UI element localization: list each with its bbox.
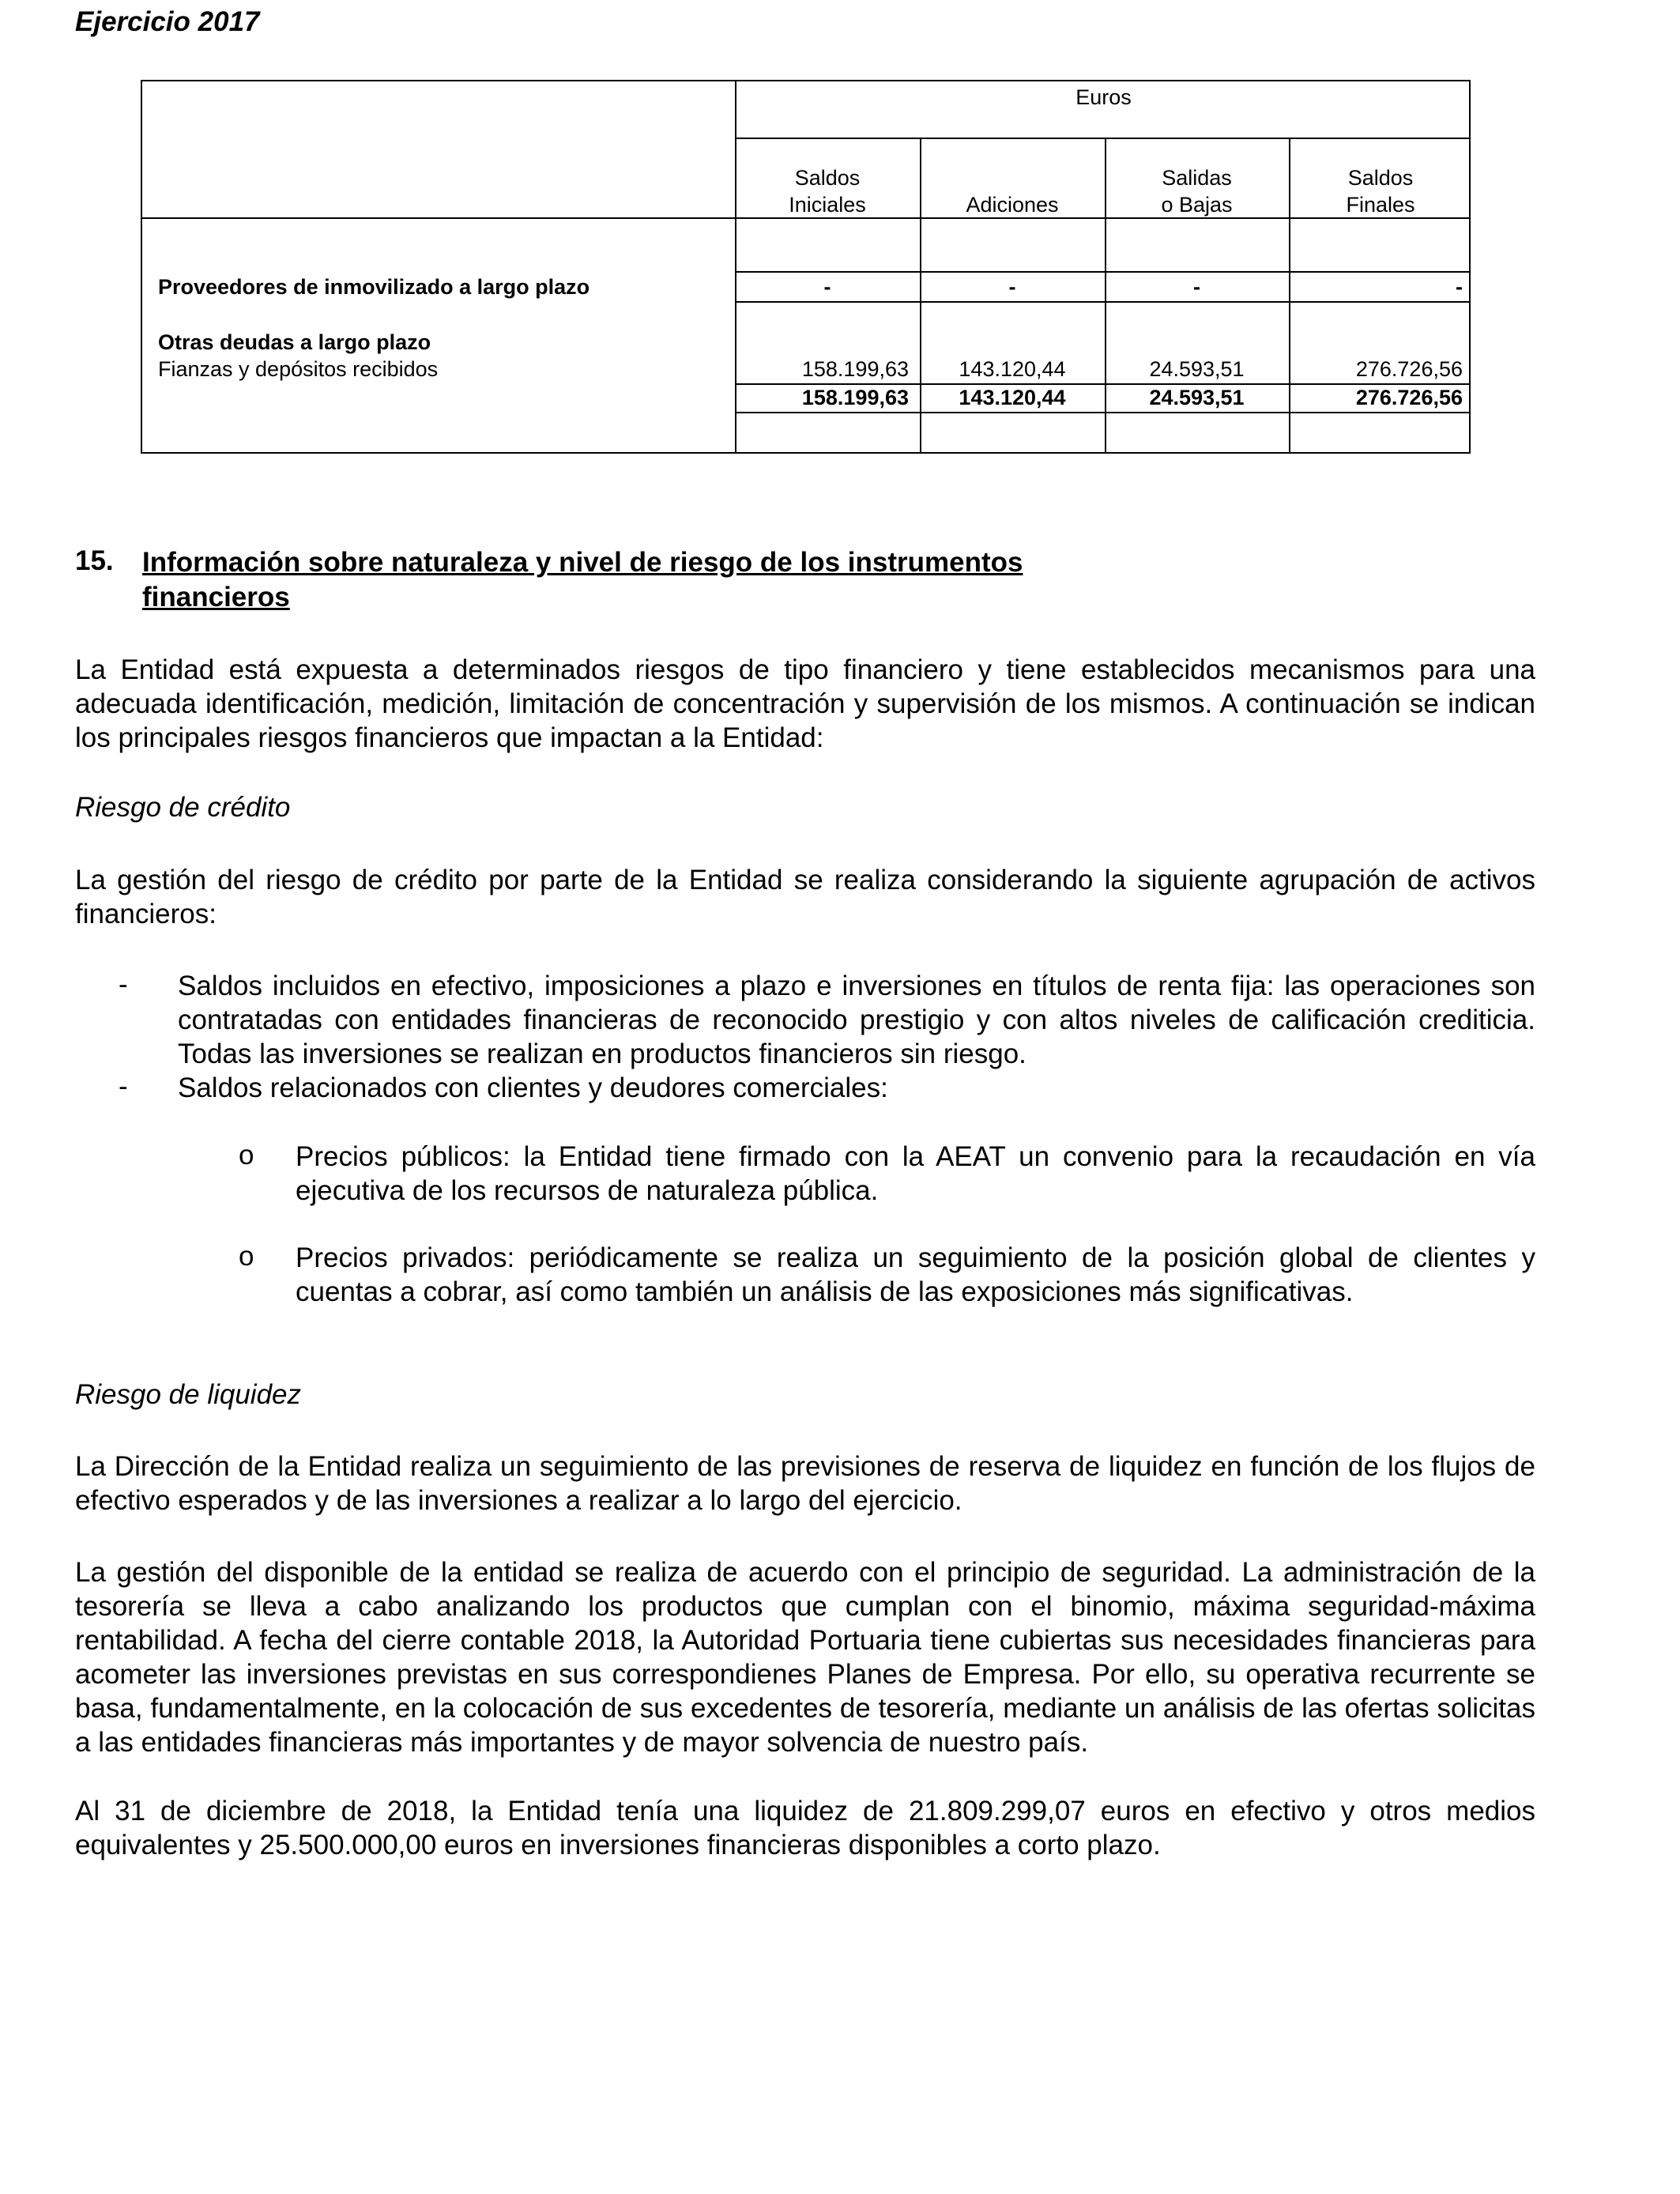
credit-risk-paragraph: La gestión del riesgo de crédito por parte de la Entidad se realiza considerando la siguiente agrupación de activos financieros: <box>75 865 1535 929</box>
bullet-marker: - <box>119 969 128 1000</box>
table-cell: 276.726,56 <box>1355 357 1463 381</box>
total-cell: 24.593,51 <box>1149 386 1245 409</box>
debt-table <box>141 80 1471 454</box>
column-header: Saldos Iniciales <box>789 166 866 217</box>
column-header: Adiciones <box>966 192 1059 217</box>
page-heading: Ejercicio 2017 <box>75 6 260 37</box>
total-cell: 276.726,56 <box>1355 386 1463 409</box>
column-header: Salidas o Bajas <box>1161 166 1233 217</box>
bullet-marker: - <box>119 1071 128 1102</box>
table-cell: - <box>1456 275 1463 299</box>
column-header: Saldos Finales <box>1346 166 1415 217</box>
bullet-item: Saldos relacionados con clientes y deudores comerciales: <box>178 1072 888 1103</box>
table-cell: - <box>823 275 831 299</box>
table-cell: 24.593,51 <box>1149 357 1245 381</box>
section-title: Información sobre naturaleza y nivel de riesgo de los instrumentos financieros <box>142 547 1023 613</box>
currency-label: Euros <box>1075 85 1132 109</box>
credit-risk-heading: Riesgo de crédito <box>75 792 291 823</box>
table-divider <box>735 412 1469 413</box>
liquidity-paragraph: La Dirección de la Entidad realiza un seguimiento de las previsiones de reserva de liquidez en función de los flujos de efectivo esperados y de las inversiones a realizar a lo largo del ejercicio. <box>75 1451 1535 1516</box>
row-group-label: Otras deudas a largo plazo <box>158 330 431 354</box>
sub-bullet-item: Precios privados: periódicamente se realiza un seguimiento de la posición global de clientes y cuentas a cobrar, así como también un análisis de las exposiciones más significativas. <box>296 1242 1535 1307</box>
table-divider <box>735 138 1469 139</box>
bullet-item: Saldos incluidos en efectivo, imposiciones a plazo e inversiones en títulos de renta fija: las operaciones son contratadas con entidades financieras de reconocido prestigio y con altos niveles de calificación crediticia. Todas las inversiones se realizan en productos financieros sin riesgo. <box>178 971 1535 1069</box>
table-cell: - <box>1193 275 1200 299</box>
section-number: 15. <box>75 545 114 576</box>
liquidity-paragraph: Al 31 de diciembre de 2018, la Entidad tenía una liquidez de 21.809.299,07 euros en efectivo y otros medios equivalentes y 25.500.000,00 euros en inversiones financieras disponibles a corto plazo. <box>75 1796 1535 1860</box>
total-cell: 143.120,44 <box>959 386 1066 409</box>
liquidity-paragraph: La gestión del disponible de la entidad se realiza de acuerdo con el principio de seguridad. La administración de la tesorería se lleva a cabo analizando los productos que cumplan con el binomio, máxima seguridad-máxima rentabilidad. A fecha del cierre contable 2018, la Autoridad Portuaria tiene cubiertas sus necesidades financieras para acometer las inversiones previstas en sus correspondienes Planes de Empresa. Por ello, su operativa recurrente se basa, fundamentalmente, en la colocación de sus excedentes de tesorería, mediante un análisis de las ofertas solicitas a las entidades financieras más importantes y de mayor solvencia de nuestro país. <box>75 1557 1535 1758</box>
table-divider <box>735 301 1469 303</box>
row-label: Fianzas y depósitos recibidos <box>158 357 439 381</box>
table-cell: 158.199,63 <box>801 357 909 381</box>
sub-bullet-item: Precios públicos: la Entidad tiene firmado con la AEAT un convenio para la recaudación en vía ejecutiva de los recursos de naturaleza pública. <box>296 1141 1535 1206</box>
table-divider <box>735 271 1469 273</box>
sub-bullet-marker: o <box>239 1140 254 1171</box>
row-label: Proveedores de inmovilizado a largo plazo <box>158 275 590 299</box>
liquidity-risk-heading: Riesgo de liquidez <box>75 1379 302 1410</box>
table-cell: - <box>1008 275 1016 299</box>
total-cell: 158.199,63 <box>801 386 909 409</box>
sub-bullet-marker: o <box>239 1241 254 1272</box>
intro-paragraph: La Entidad está expuesta a determinados riesgos de tipo financiero y tiene establecidos mecanismos para una adecuada identificación, medición, limitación de concentración y supervisión de los mismos. A continuación se indican los principales riesgos financieros que impactan a la Entidad: <box>75 654 1535 753</box>
table-cell: 143.120,44 <box>959 357 1066 381</box>
